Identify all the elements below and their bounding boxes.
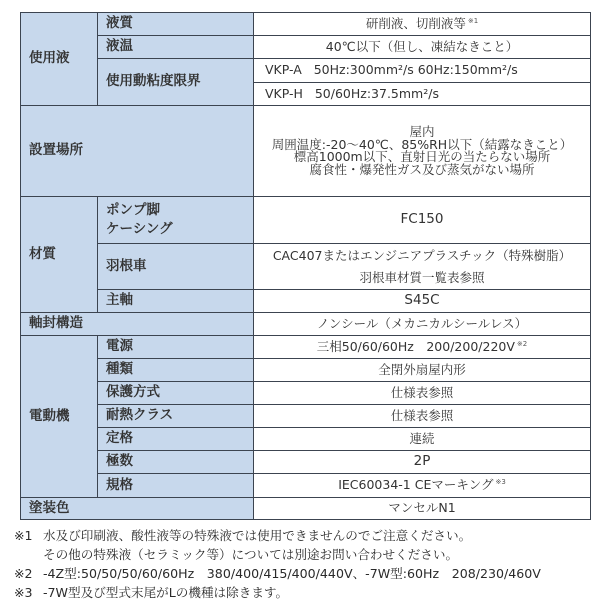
row-motor-poles — [21, 451, 591, 474]
label-type: 種類 — [98, 359, 254, 382]
label-motor: 電動機 — [21, 336, 98, 498]
value-heat-class: 仕様表参照 — [254, 405, 591, 428]
footnote-text-1: 水及び印刷液、酸性液等の特殊液では使用できませんのでご注意ください。 — [43, 528, 472, 543]
footnote-mark-3: ※3 — [14, 585, 33, 600]
viscosity-a-text: 50Hz:300mm²/s 60Hz:150mm²/s — [313, 62, 518, 78]
row-motor-power — [21, 336, 591, 359]
impeller-line-1: CAC407またはエンジニアプラスチック（特殊樹脂） — [272, 247, 572, 263]
row-motor-rating — [21, 428, 591, 451]
viscosity-h-text: 50/60Hz:37.5mm²/s — [314, 85, 439, 101]
footnote-mark-1: ※1 — [14, 528, 33, 543]
value-type: 全閉外扇屋内形 — [254, 359, 591, 382]
footnote-ref-2: ※2 — [516, 339, 528, 348]
location-line-2: 周囲温度:-20～40℃、85%RH以下（結露なきこと） — [271, 136, 573, 152]
row-paint — [21, 498, 591, 520]
value-text: 研削液、切削液等 — [365, 15, 466, 31]
model-vkp-h: VKP-H — [265, 85, 303, 101]
impeller-line-2: 羽根車材質一覧表参照 — [359, 269, 485, 285]
row-motor-standard — [21, 474, 591, 498]
value-viscosity-h — [254, 83, 591, 106]
label-casing — [98, 197, 254, 244]
value-impeller — [254, 244, 591, 290]
row-motor-type — [21, 359, 591, 382]
value-casing: FC150 — [254, 197, 591, 244]
row-material-casing — [21, 197, 591, 244]
row-fluid-quality — [21, 13, 591, 36]
model-vkp-a: VKP-A — [265, 62, 302, 78]
row-fluid-temperature — [21, 36, 591, 59]
row-material-impeller — [21, 244, 591, 290]
footnote-1 — [14, 526, 610, 545]
value-paint: マンセルN1 — [254, 498, 591, 520]
row-location — [21, 106, 591, 197]
footnote-1-continued — [14, 545, 610, 564]
spec-table — [20, 12, 591, 520]
footnote-mark-2: ※2 — [14, 566, 33, 581]
row-seal — [21, 313, 591, 336]
value-power — [254, 336, 591, 359]
casing-label-line-1: ポンプ脚 — [106, 202, 160, 218]
label-viscosity: 使用動粘度限界 — [98, 59, 254, 106]
label-impeller: 羽根車 — [98, 244, 254, 290]
label-heat-class: 耐熱クラス — [98, 405, 254, 428]
location-line-4: 腐食性・爆発性ガス及び蒸気がない場所 — [309, 161, 535, 177]
footnote-3 — [14, 583, 610, 602]
label-protection: 保護方式 — [98, 382, 254, 405]
label-shaft: 主軸 — [98, 290, 254, 313]
footnote-2 — [14, 564, 610, 583]
value-fluid-quality — [254, 13, 591, 36]
row-motor-heat-class — [21, 405, 591, 428]
location-line-1: 屋内 — [409, 124, 435, 139]
row-material-shaft — [21, 290, 591, 313]
value-location — [254, 106, 591, 197]
label-poles: 極数 — [98, 451, 254, 474]
value-viscosity-a — [254, 59, 591, 83]
label-fluid-quality: 液質 — [98, 13, 254, 36]
power-text: 三相50/60/60Hz 200/200/220V — [316, 338, 515, 354]
footnote-ref-1: ※1 — [467, 16, 479, 25]
casing-label-line-2: ケーシング — [106, 221, 173, 237]
label-standard: 規格 — [98, 474, 254, 498]
value-poles: 2P — [254, 451, 591, 474]
label-fluid: 使用液 — [21, 13, 98, 106]
label-paint: 塗装色 — [21, 498, 254, 520]
value-rating: 連続 — [254, 428, 591, 451]
footnote-text-1b: その他の特殊液（セラミック等）については別途お問い合わせください。 — [43, 547, 459, 562]
value-standard — [254, 474, 591, 498]
footnotes — [14, 526, 610, 602]
label-material: 材質 — [21, 197, 98, 313]
value-seal: ノンシール（メカニカルシールレス） — [254, 313, 591, 336]
standard-text: IEC60034-1 CEマーキング — [338, 477, 494, 493]
footnote-text-3: -7W型及び型式末尾がLの機種は除きます。 — [43, 585, 289, 600]
location-line-3: 標高1000m以下、直射日光の当たらない場所 — [293, 149, 551, 164]
value-shaft: S45C — [254, 290, 591, 313]
row-viscosity-a — [21, 59, 591, 83]
label-power: 電源 — [98, 336, 254, 359]
footnote-ref-3: ※3 — [495, 478, 506, 487]
value-fluid-temperature: 40℃以下（但し、凍結なきこと） — [254, 36, 591, 59]
label-location: 設置場所 — [21, 106, 254, 197]
footnote-text-2: -4Z型:50/50/50/60/60Hz 380/400/415/400/440V、-7W型:60Hz 208/230/460V — [43, 566, 541, 581]
row-motor-protection — [21, 382, 591, 405]
label-seal: 軸封構造 — [21, 313, 254, 336]
label-rating: 定格 — [98, 428, 254, 451]
value-protection: 仕様表参照 — [254, 382, 591, 405]
label-fluid-temperature: 液温 — [98, 36, 254, 59]
